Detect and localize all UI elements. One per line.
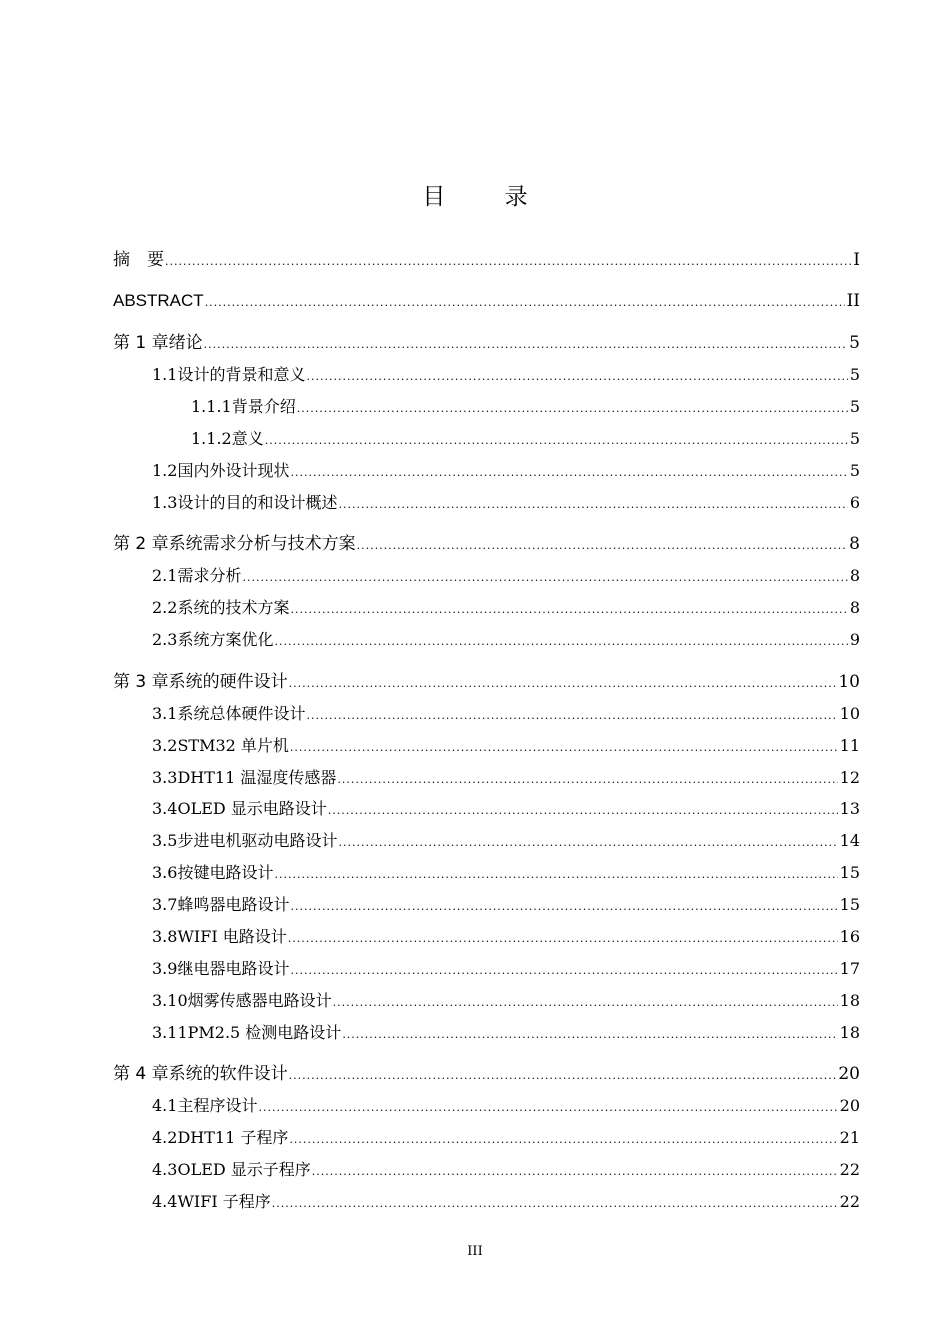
dot-leader [274, 635, 847, 648]
toc-entry-page: 10 [839, 704, 860, 723]
toc-entry-number: 第 2 章 [113, 534, 169, 554]
toc-entry-page: 5 [849, 429, 860, 448]
dot-leader [165, 255, 851, 268]
toc-entry-title: 设计的目的和设计概述 [177, 493, 338, 512]
toc-entry-title: 背景介绍 [231, 397, 296, 416]
toc-entry[interactable] [0, 827, 950, 851]
toc-entry[interactable] [0, 1092, 950, 1116]
dot-leader [289, 1133, 837, 1146]
toc-entry[interactable] [0, 562, 950, 586]
toc-entry[interactable] [0, 1019, 950, 1043]
toc-entry-number: 第 4 章 [113, 1064, 169, 1084]
dot-leader [290, 466, 847, 479]
toc-entry-number: 4.2 [152, 1128, 178, 1147]
toc-entry-title: ABSTRACT [113, 291, 204, 310]
toc-entry-page: 5 [849, 397, 860, 416]
toc-entry-title: 系统的软件设计 [168, 1064, 288, 1084]
dot-leader [290, 603, 847, 616]
toc-entry-number: 1.1 [152, 365, 178, 384]
toc-entry[interactable] [0, 923, 950, 947]
toc-entry[interactable] [0, 1060, 950, 1084]
toc-entry[interactable] [0, 626, 950, 650]
toc-entry-page: I [853, 250, 860, 270]
toc-entry[interactable] [0, 594, 950, 618]
toc-entry[interactable] [0, 795, 950, 819]
toc-entry-title: 系统需求分析与技术方案 [168, 534, 356, 554]
dot-leader [290, 964, 837, 977]
dot-leader [328, 804, 838, 817]
toc-entry-page: 14 [839, 831, 860, 850]
toc-entry-number: 3.7 [152, 895, 178, 914]
toc-entry-title: 烟雾传感器电路设计 [187, 991, 332, 1010]
dot-leader [205, 296, 845, 309]
dot-leader [204, 338, 848, 351]
toc-entry-page: 9 [849, 630, 860, 649]
dot-leader [242, 571, 847, 584]
toc-entry-number: 3.4 [152, 799, 178, 818]
toc-entry[interactable] [0, 530, 950, 554]
toc-entry-number: 2.1 [152, 566, 178, 585]
toc-entry[interactable] [0, 859, 950, 883]
toc-entry[interactable] [0, 246, 950, 270]
toc-entry-number: 3.11 [152, 1023, 188, 1042]
toc-entry-page: 5 [849, 461, 860, 480]
toc-entry-page: 20 [839, 1096, 860, 1115]
toc-entry[interactable] [0, 1156, 950, 1180]
toc-entry-page: 21 [839, 1128, 860, 1147]
dot-leader [342, 1028, 837, 1041]
toc-entry-title: PM2.5 检测电路设计 [187, 1023, 342, 1042]
toc-entry-title: DHT11 温湿度传感器 [177, 768, 337, 787]
toc-entry-page: 22 [839, 1192, 860, 1211]
toc-entry-title: 国内外设计现状 [177, 461, 290, 480]
toc-entry-number: 第 1 章 [113, 333, 169, 353]
dot-leader [337, 773, 837, 786]
dot-leader [289, 677, 837, 690]
toc-entry[interactable] [0, 700, 950, 724]
toc-entry-number: 2.2 [152, 598, 178, 617]
dot-leader [288, 932, 838, 945]
toc-entry[interactable] [0, 287, 950, 311]
toc-entry-title: OLED 显示子程序 [177, 1160, 311, 1179]
toc-entry-number: 3.5 [152, 831, 178, 850]
toc-entry-number: 3.9 [152, 959, 178, 978]
toc-entry[interactable] [0, 668, 950, 692]
dot-leader [290, 900, 837, 913]
toc-entry-title: 系统方案优化 [177, 630, 274, 649]
toc-entry-page: 6 [849, 493, 860, 512]
toc-entry-title: WIFI 子程序 [177, 1192, 271, 1211]
toc-entry-number: 1.1.1 [191, 397, 232, 416]
toc-entry-title: 系统的硬件设计 [168, 672, 288, 692]
toc-entry-page: 16 [839, 927, 860, 946]
toc-entry[interactable] [0, 457, 950, 481]
toc-entry-title: 步进电机驱动电路设计 [177, 831, 338, 850]
toc-entry-page: 11 [839, 736, 860, 755]
toc-entry[interactable] [0, 393, 950, 417]
toc-entry-title: 需求分析 [177, 566, 242, 585]
toc-entry-title: WIFI 电路设计 [177, 927, 287, 946]
toc-entry-title: 主程序设计 [177, 1096, 258, 1115]
toc-entry-title: 系统的技术方案 [177, 598, 290, 617]
toc-entry-title: 蜂鸣器电路设计 [177, 895, 290, 914]
toc-entry[interactable] [0, 955, 950, 979]
toc-entry-number: 3.10 [152, 991, 188, 1010]
toc-entry-page: 5 [849, 333, 860, 353]
toc-entry[interactable] [0, 489, 950, 513]
toc-entry[interactable] [0, 891, 950, 915]
dot-leader [338, 498, 847, 511]
toc-entry-page: 8 [849, 598, 860, 617]
dot-leader [265, 434, 848, 447]
toc-entry-number: 4.3 [152, 1160, 178, 1179]
toc-entry-number: 1.1.2 [191, 429, 232, 448]
toc-entry[interactable] [0, 425, 950, 449]
toc-entry-number: 4.1 [152, 1096, 178, 1115]
toc-entry-page: 17 [839, 959, 860, 978]
toc-entry-title: 按键电路设计 [177, 863, 274, 882]
toc-entry-page: 15 [839, 895, 860, 914]
toc-entry-number: 3.6 [152, 863, 178, 882]
toc-entry-page: 20 [838, 1064, 860, 1084]
toc-entry-number: 3.1 [152, 704, 178, 723]
dot-leader [272, 1197, 838, 1210]
dot-leader [306, 370, 847, 383]
toc-title: 目 录 [422, 184, 554, 210]
dot-leader [290, 741, 838, 754]
toc-entry[interactable] [0, 987, 950, 1011]
toc-entry-title: 绪论 [168, 333, 203, 353]
toc-entry-number: 1.2 [152, 461, 178, 480]
toc-entry-number: 3.2 [152, 736, 178, 755]
toc-entry-title: 设计的背景和意义 [177, 365, 306, 384]
toc-entry-page: 5 [849, 365, 860, 384]
toc-entry-title: OLED 显示电路设计 [177, 799, 327, 818]
toc-entry-page: 18 [839, 1023, 860, 1042]
toc-entry-page: 8 [849, 534, 860, 554]
toc-entry[interactable] [0, 329, 950, 353]
dot-leader [297, 402, 848, 415]
dot-leader [312, 1165, 838, 1178]
dot-leader [306, 709, 837, 722]
toc-entry-number: 3.8 [152, 927, 178, 946]
toc-entry-page: 13 [839, 799, 860, 818]
toc-entry-number: 摘 要 [113, 250, 164, 270]
dot-leader [289, 1069, 837, 1082]
toc-entry-title: 意义 [231, 429, 264, 448]
dot-leader [338, 836, 837, 849]
toc-entry-page: 10 [838, 672, 860, 692]
toc-entry-page: 12 [839, 768, 860, 787]
toc-entry[interactable] [0, 1188, 950, 1212]
toc-entry-page: 8 [849, 566, 860, 585]
toc-entry-title: 系统总体硬件设计 [177, 704, 306, 723]
toc-entry[interactable] [0, 1124, 950, 1148]
dot-leader [357, 539, 848, 552]
toc-entry-title: DHT11 子程序 [177, 1128, 289, 1147]
dot-leader [258, 1101, 837, 1114]
toc-entry[interactable] [0, 361, 950, 385]
toc-entry-number: 2.3 [152, 630, 178, 649]
toc-entry-title: 继电器电路设计 [177, 959, 290, 978]
dot-leader [333, 996, 838, 1009]
toc-entry-number: 1.3 [152, 493, 178, 512]
toc-entry-title: STM32 单片机 [177, 736, 289, 755]
toc-entry[interactable] [0, 764, 950, 788]
toc-entry-page: 18 [839, 991, 860, 1010]
toc-entry-number: 第 3 章 [113, 672, 169, 692]
toc-entry-page: 22 [839, 1160, 860, 1179]
page-number: III [467, 1244, 483, 1259]
toc-entry-page: II [846, 291, 860, 311]
toc-entry-number: 3.3 [152, 768, 178, 787]
toc-entry[interactable] [0, 732, 950, 756]
toc-entry-page: 15 [839, 863, 860, 882]
toc-entry-number: 4.4 [152, 1192, 178, 1211]
dot-leader [274, 868, 837, 881]
